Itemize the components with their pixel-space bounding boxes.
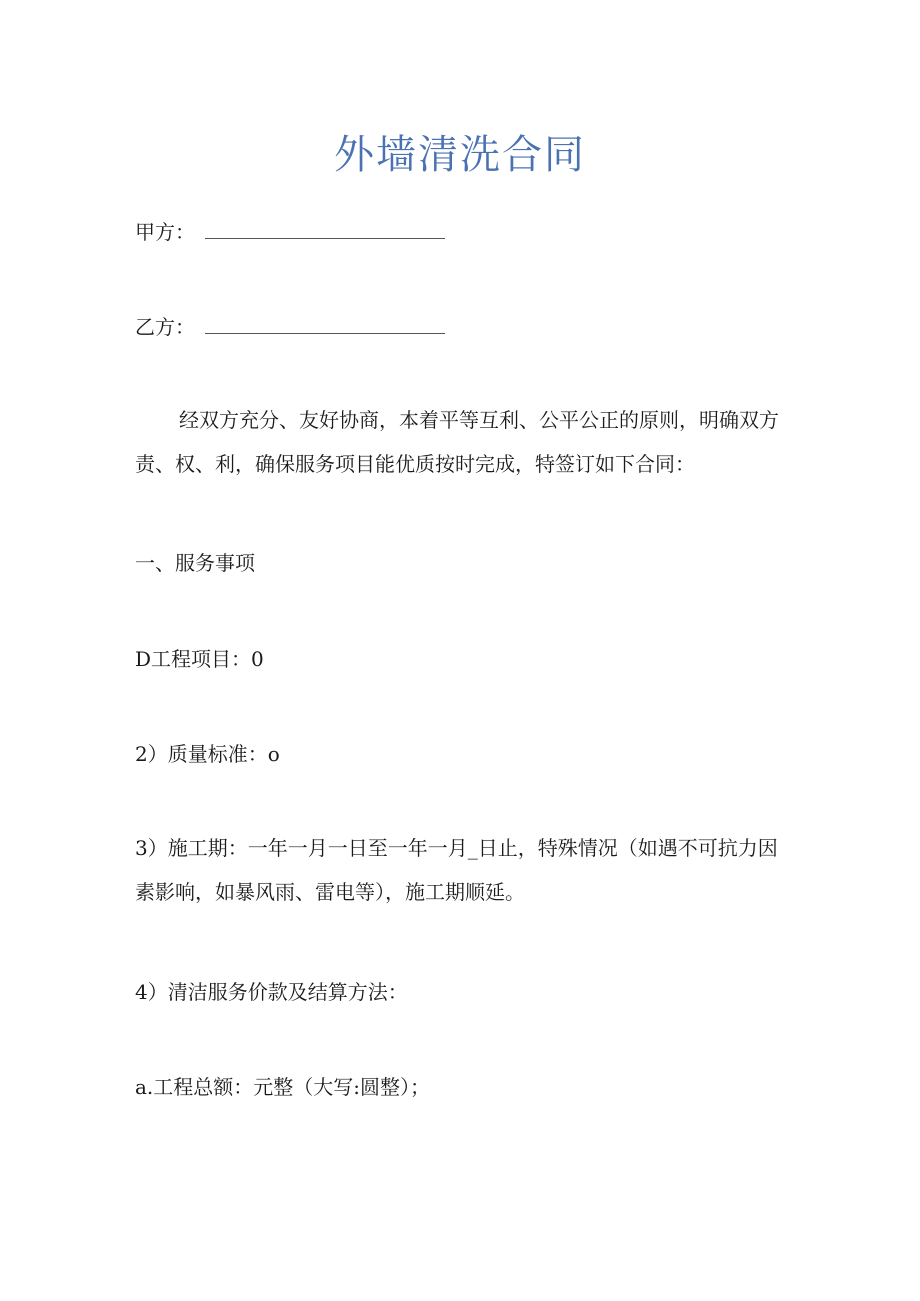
item-construction-period: 3）施工期：一年一月一日至一年一月_日止，特殊情况（如遇不可抗力因素影响，如暴风雨、雷电等），施工期顺延。 — [135, 836, 778, 904]
party-a-label: 甲方： — [135, 220, 195, 244]
intro-paragraph: 经双方充分、友好协商，本着平等互利、公平公正的原则，明确双方责、权、利，确保服务项目能优质按时完成，特签订如下合同： — [135, 408, 779, 476]
item-project: D工程项目：0 — [135, 647, 264, 671]
party-b-line — [135, 313, 195, 341]
party-b-blank — [205, 333, 445, 334]
party-a-line — [135, 218, 195, 246]
item-price-settlement: 4）清洁服务价款及结算方法： — [135, 980, 408, 1004]
document-title: 外墙清洗合同 — [334, 132, 586, 178]
section-heading-services: 一、服务事项 — [135, 551, 255, 575]
party-a-blank — [205, 238, 445, 239]
item-quality-standard: 2）质量标准：o — [135, 742, 280, 766]
party-b-label: 乙方： — [135, 315, 195, 339]
item-total-amount: a.工程总额：元整（大写:圆整）； — [135, 1075, 431, 1099]
